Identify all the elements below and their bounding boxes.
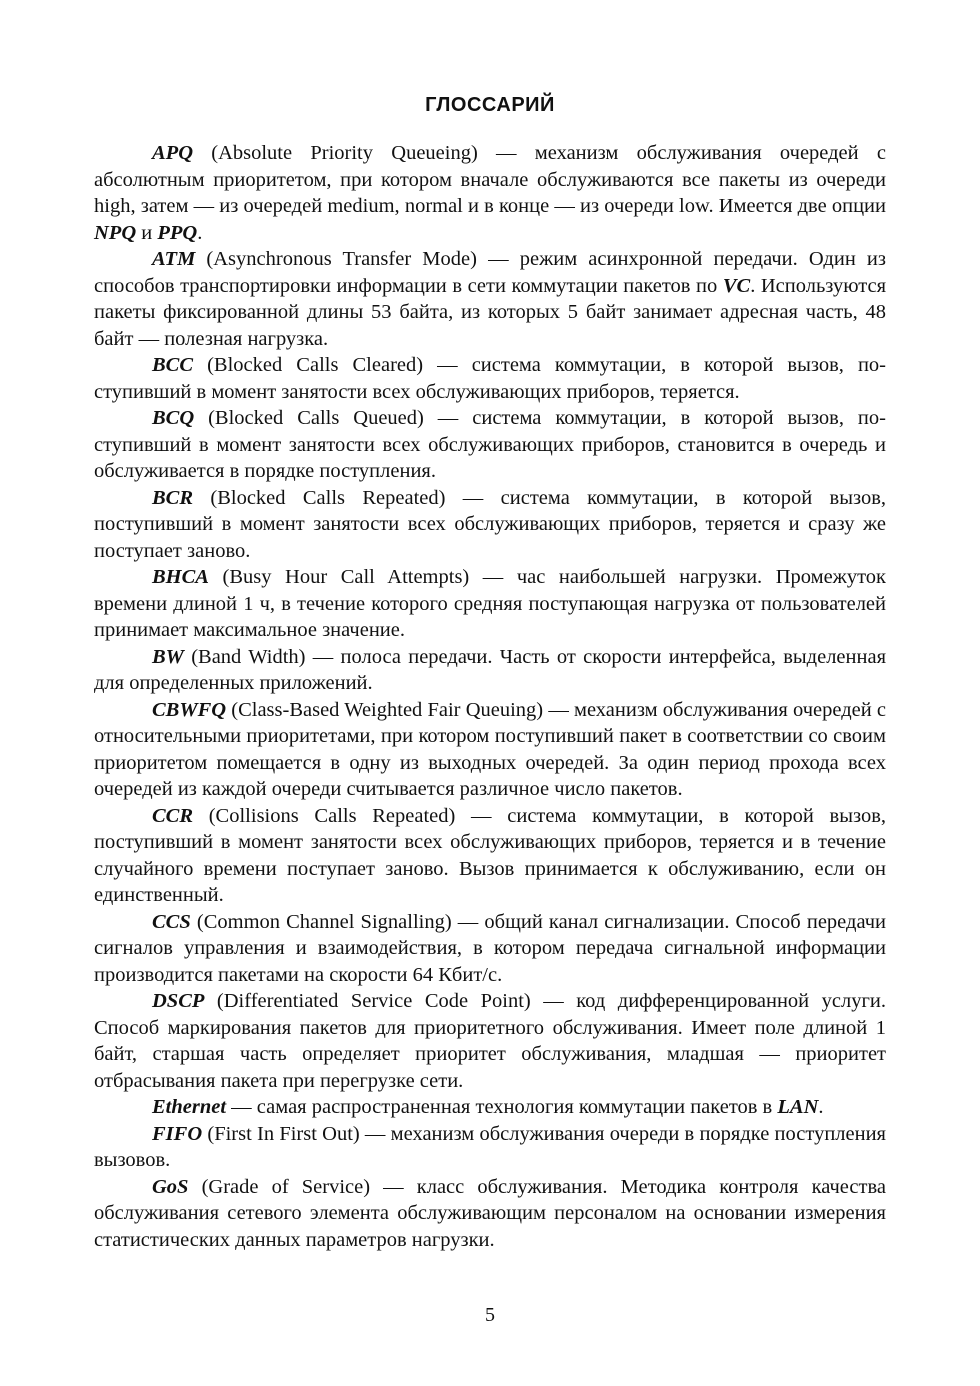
glossary-term: GoS xyxy=(152,1175,189,1198)
glossary-entry xyxy=(94,485,886,565)
definition-text: . xyxy=(197,221,203,244)
glossary-entry xyxy=(94,405,886,485)
definition-text: — самая распространенная технология коммутации пакетов в xyxy=(226,1096,778,1118)
glossary-term: BCQ xyxy=(152,407,195,429)
glossary-entry xyxy=(94,803,886,909)
definition-text: (Band Width) — полоса передачи. Часть от скорости интерфейса, выделенная для определенных приложений. xyxy=(94,645,886,694)
abbreviation: NPQ xyxy=(94,221,137,244)
abbreviation: PPQ xyxy=(157,221,198,244)
definition-text: (Absolute Priority Queueing) — механизм обслуживания очередей с абсолютным приоритетом, при котором вначале обслуживаются все пакеты из очереди high, затем — из очередей medium, normal и в конце — из очереди low. Имеется две опции xyxy=(94,142,886,217)
glossary-term: CCS xyxy=(152,910,191,933)
definition-text: . Используются пакеты фиксированной длины 53 байта, из которых 5 байт занимает адресная часть, 48 байт — полезная нагрузка. xyxy=(94,274,887,350)
glossary-entry xyxy=(94,1174,886,1254)
definition-text: . xyxy=(818,1096,824,1118)
glossary-entry xyxy=(94,352,886,405)
document-page xyxy=(94,92,886,1253)
page-number: 5 xyxy=(485,1304,495,1326)
definition-text: (Blocked Calls Queued) — система коммутации, в которой вызов, поступивший в момент занятости всех обслуживающих приборов, становится в очередь и обслуживается в порядке поступления. xyxy=(94,407,886,482)
glossary-term: ATM xyxy=(152,248,196,270)
glossary-entry xyxy=(94,246,886,352)
glossary-term: Ethernet xyxy=(152,1096,227,1118)
glossary-entry xyxy=(94,1094,886,1121)
glossary-term: BHCA xyxy=(152,566,209,588)
abbreviation: LAN xyxy=(777,1096,819,1118)
definition-text: (First In First Out) — механизм обслуживания очереди в порядке поступления вызовов. xyxy=(94,1122,886,1171)
definition-text: (Blocked Calls Repeated) — система коммутации, в которой вызов, поступивший в момент занятости всех обслуживающих приборов, теряется и сразу же поступает заново. xyxy=(94,486,886,562)
glossary-term: DSCP xyxy=(152,990,205,1012)
glossary-entry xyxy=(94,1121,886,1174)
definition-text: (Blocked Calls Cleared) — система коммутации, в которой вызов, поступивший в момент занятости всех обслуживающих приборов, теряется. xyxy=(94,354,886,403)
glossary-term: CCR xyxy=(152,804,194,827)
definition-text: и xyxy=(136,221,158,244)
definition-text: (Common Channel Signalling) — общий канал сигнализации. Способ передачи сигналов управления и взаимодействия, в котором передача сигнальной информации производится пакетами на скорости 64 Кбит/с. xyxy=(94,910,886,986)
definition-text: (Differentiated Service Code Point) — код дифференцированной услуги. Способ маркирования пакетов для приоритетного обслуживания. Имеет поле длиной 1 байт, старшая часть определяет приоритет обслуживания, младшая — приоритет отбрасывания пакета при перегрузке сети. xyxy=(94,990,886,1092)
glossary-term: BCC xyxy=(152,354,194,376)
glossary-term: BW xyxy=(152,645,184,668)
definition-text: (Busy Hour Call Attempts) — час наибольшей нагрузки. Промежуток времени длиной 1 ч, в течение которого средняя поступающая нагрузка от пользователей принимает максимальное значение. xyxy=(94,566,886,641)
definition-text: (Class-Based Weighted Fair Queuing) — механизм обслуживания очередей с относительными приоритетами, при котором поступивший пакет в соответствии со своим приоритетом помещается в одну из выходных очередей. За один период прохода всех очередей из каждой очереди считывается различное число пакетов. xyxy=(94,698,886,800)
glossary-term: APQ xyxy=(152,142,193,164)
glossary-entry xyxy=(94,988,886,1094)
glossary-term: BCR xyxy=(152,486,194,509)
glossary-term: CBWFQ xyxy=(152,698,227,721)
glossary-entry xyxy=(94,564,886,644)
abbreviation: VC xyxy=(722,274,751,297)
definition-text: (Asynchronous Transfer Mode) — режим асинхронной передачи. Один из способов транспортировки информации в сети коммутации пакетов по xyxy=(94,248,886,297)
definition-text: (Collisions Calls Repeated) — система коммутации, в которой вызов, поступивший в момент занятости всех обслуживающих приборов, теряется и в течение случайного времени поступает заново. Вызов принимается к обслуживанию, если он единственный. xyxy=(94,804,886,906)
glossary-entry xyxy=(94,644,886,697)
glossary-entry xyxy=(94,909,886,989)
glossary-entry xyxy=(94,697,886,803)
glossary-term: FIFO xyxy=(152,1122,203,1145)
page-title: ГЛОССАРИЙ xyxy=(425,94,555,116)
glossary-entry xyxy=(94,140,886,246)
definition-text: (Grade of Service) — класс обслуживания. Методика контроля качества обслуживания сетевого элемента обслуживающим персоналом на основании измерения статистических данных параметров нагрузки. xyxy=(94,1175,886,1251)
